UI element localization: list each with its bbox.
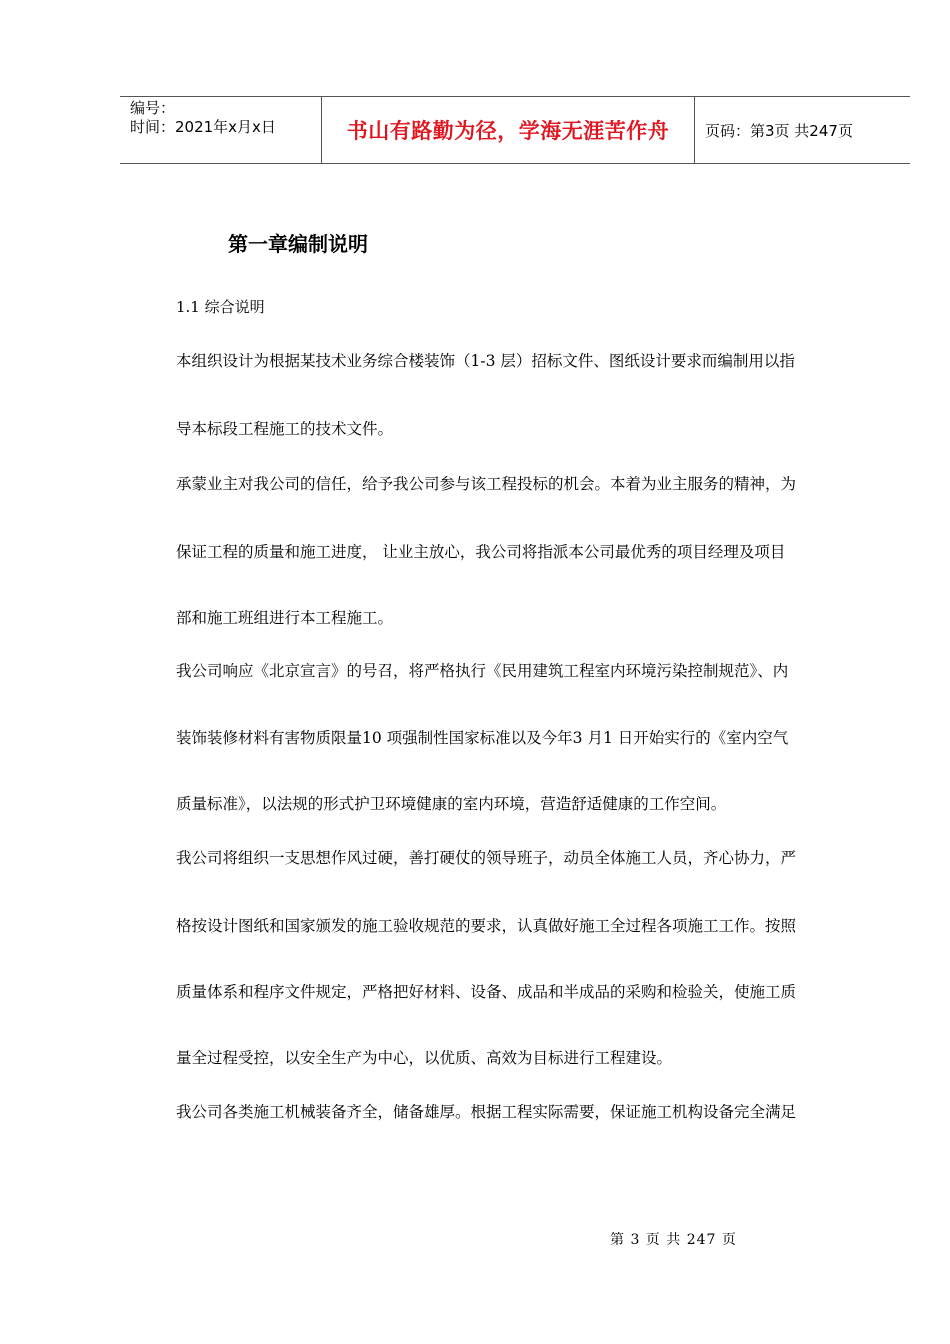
header-page-number: 页码：第3页 共247页 (705, 121, 853, 140)
body-line: 承蒙业主对我公司的信任，给予我公司参与该工程投标的机会。本着为业主服务的精神，为 (176, 475, 797, 493)
header-divider (694, 97, 695, 163)
body-line: 导本标段工程施工的技术文件。 (176, 420, 394, 438)
body-line: 量全过程受控，以安全生产为中心，以优质、高效为目标进行工程建设。 (176, 1049, 673, 1067)
body-line: 质量标准》，以法规的形式护卫环境健康的室内环境，营造舒适健康的工作空间。 (176, 795, 727, 813)
body-line: 格按设计图纸和国家颁发的施工验收规范的要求，认真做好施工全过程各项施工工作。按照 (176, 917, 797, 935)
body-line: 装饰装修材料有害物质限量10 项强制性国家标准以及今年3 月1 日开始实行的《室内空气 (176, 729, 789, 747)
header-meta (130, 99, 276, 137)
section-heading: 1.1 综合说明 (176, 298, 265, 316)
page-header (120, 96, 910, 164)
body-line: 我公司将组织一支思想作风过硬，善打硬仗的领导班子，动员全体施工人员，齐心协力，严 (176, 849, 797, 867)
body-line: 保证工程的质量和施工进度， 让业主放心，我公司将指派本公司最优秀的项目经理及项目 (176, 543, 786, 561)
header-time: 时间：2021年x月x日 (130, 118, 276, 136)
page-footer: 第 3 页 共 247 页 (610, 1232, 737, 1248)
chapter-title: 第一章编制说明 (228, 232, 368, 256)
body-line: 部和施工班组进行本工程施工。 (176, 609, 394, 627)
body-line: 我公司各类施工机械装备齐全，储备雄厚。根据工程实际需要，保证施工机构设备完全满足 (176, 1103, 797, 1121)
header-number: 编号： (130, 99, 176, 117)
body-line: 质量体系和程序文件规定，严格把好材料、设备、成品和半成品的采购和检验关，使施工质 (176, 983, 797, 1001)
body-line: 我公司响应《北京宣言》的号召，将严格执行《民用建筑工程室内环境污染控制规范》、内 (176, 662, 789, 680)
body-line: 本组织设计为根据某技术业务综合楼装饰（1-3 层）招标文件、图纸设计要求而编制用以指 (176, 352, 795, 370)
header-motto: 书山有路勤为径，学海无涯苦作舟 (346, 119, 670, 143)
